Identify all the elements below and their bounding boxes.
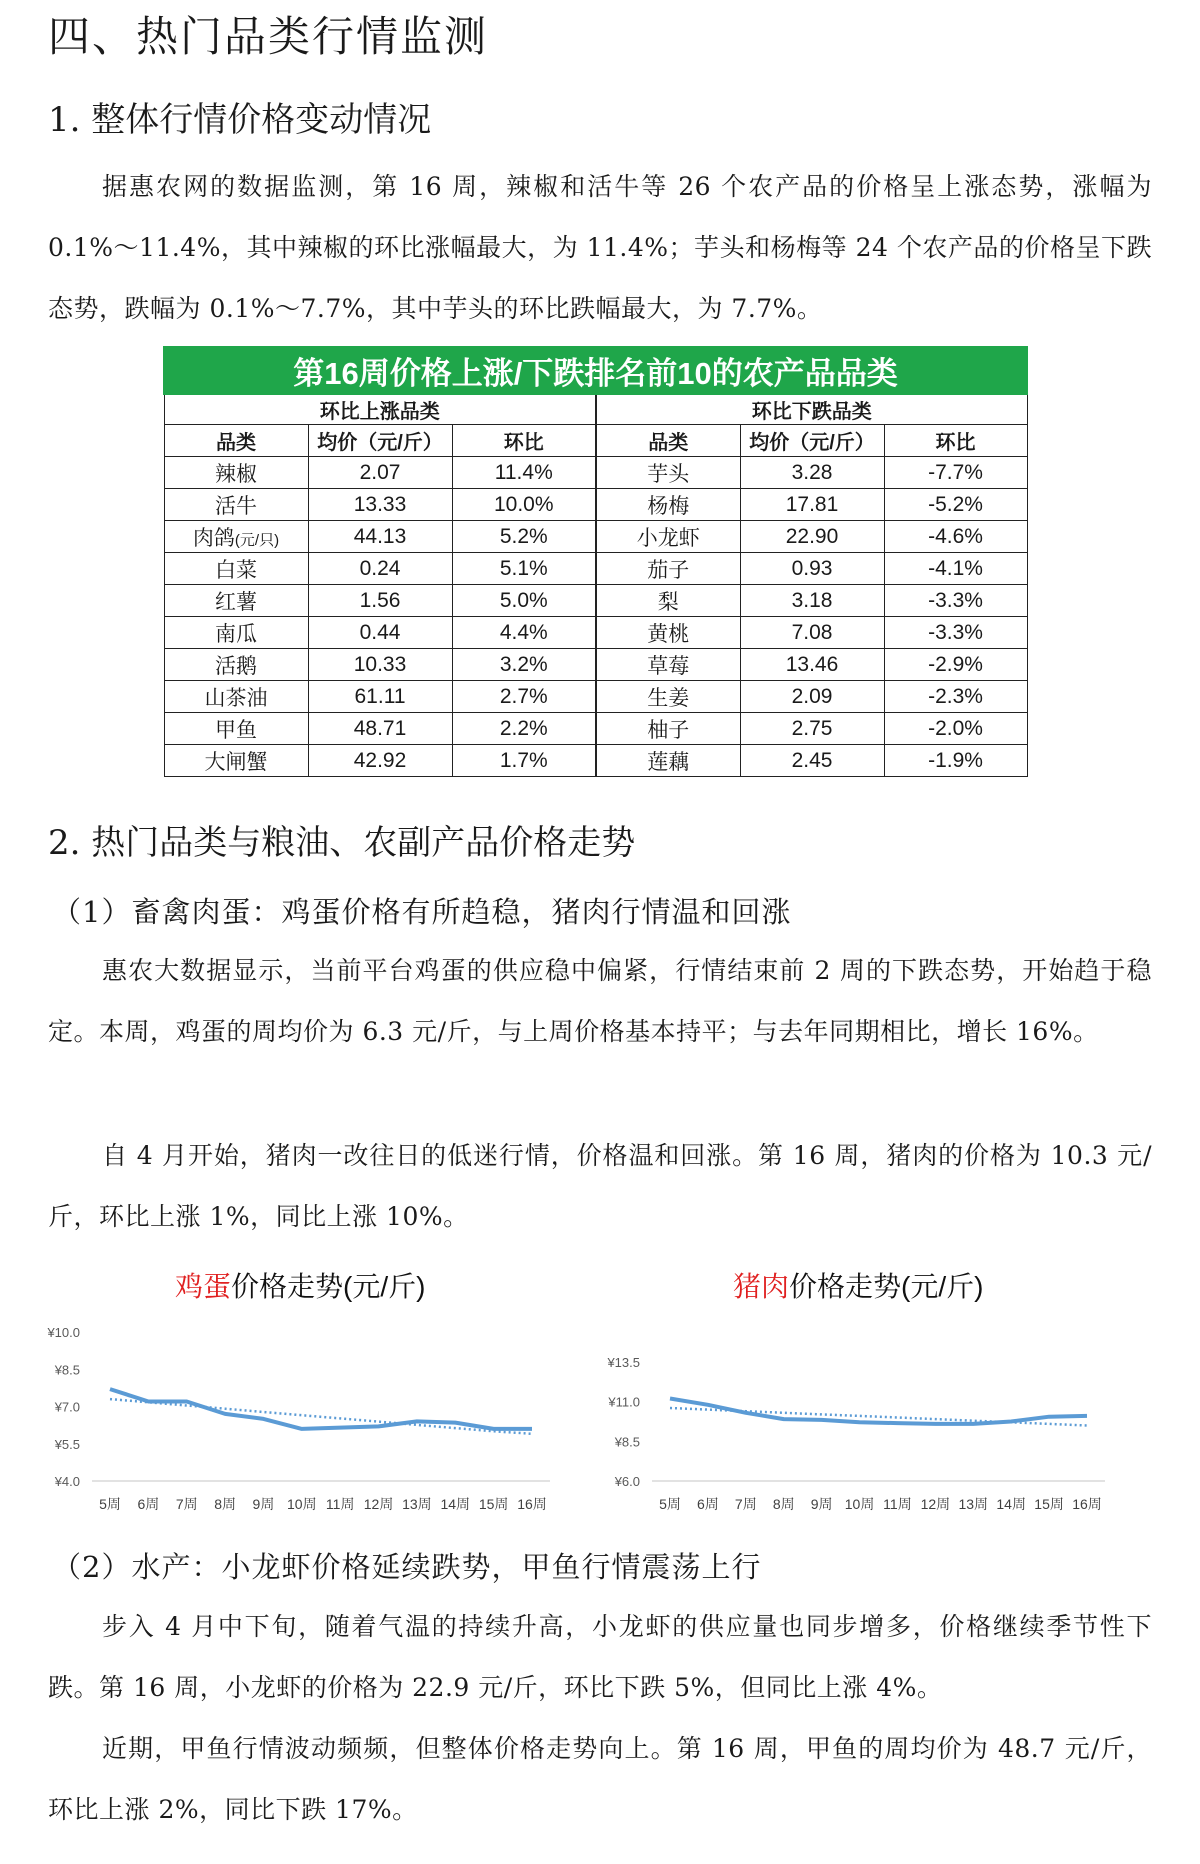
egg-chart-x-tick-label: 16周 <box>517 1496 547 1512</box>
up-price-cell: 1.56 <box>308 585 452 617</box>
up-price-cell: 48.71 <box>308 713 452 745</box>
egg-paragraph: 惠农大数据显示，当前平台鸡蛋的供应稳中偏紧，行情结束前 2 周的下跌态势，开始趋于稳定。本周，鸡蛋的周均价为 6.3 元/斤，与上周价格基本持平；与去年同期相比，增长 16%。 <box>48 956 1152 1046</box>
down-category-cell: 小龙虾 <box>596 521 740 553</box>
down-category-cell: 杨梅 <box>596 489 740 521</box>
down-change-cell: -1.9% <box>884 745 1027 777</box>
table-row <box>164 617 1027 649</box>
egg-chart-title-highlight: 鸡蛋 <box>175 1271 232 1302</box>
down-category-cell: 芋头 <box>596 457 740 489</box>
subsection-title-trends: 2. 热门品类与粮油、农副产品价格走势 <box>48 823 636 863</box>
pork-chart-x-tick-label: 9周 <box>810 1496 833 1512</box>
section-title: 四、热门品类行情监测 <box>48 12 489 61</box>
up-price-cell: 0.44 <box>308 617 452 649</box>
down-change-cell: -3.3% <box>884 585 1027 617</box>
down-category-cell: 草莓 <box>596 649 740 681</box>
down-price-cell: 7.08 <box>740 617 884 649</box>
up-group-header: 环比上涨品类 <box>164 394 596 425</box>
up-price-cell: 42.92 <box>308 745 452 777</box>
pork-chart-title-highlight: 猪肉 <box>733 1271 790 1302</box>
egg-chart-x-tick-label: 11周 <box>325 1496 355 1512</box>
pork-chart-x-tick-label: 11周 <box>883 1496 912 1512</box>
part2-title: （2）水产：小龙虾价格延续跌势，甲鱼行情震荡上行 <box>52 1550 762 1584</box>
egg-chart-x-tick-label: 7周 <box>175 1496 198 1512</box>
down-change-cell: -2.0% <box>884 713 1027 745</box>
egg-chart-y-tick-label: ¥10.0 <box>47 1325 80 1340</box>
table-row <box>164 585 1027 617</box>
up-change-cell: 5.0% <box>452 585 596 617</box>
pork-chart-x-tick-label: 6周 <box>697 1496 719 1512</box>
down-category-cell: 柚子 <box>596 713 740 745</box>
down-price-cell: 3.28 <box>740 457 884 489</box>
down-change-cell: -5.2% <box>884 489 1027 521</box>
table-row <box>164 681 1027 713</box>
pork-chart-y-tick-label: ¥11.0 <box>608 1394 640 1410</box>
col-header-category: 品类 <box>596 425 740 457</box>
up-category-cell: 活鹅 <box>164 649 308 681</box>
down-group-header: 环比下跌品类 <box>596 394 1027 425</box>
pork-chart-x-tick-label: 15周 <box>1034 1496 1064 1512</box>
part1-title: （1）畜禽肉蛋：鸡蛋价格有所趋稳，猪肉行情温和回涨 <box>52 895 792 929</box>
table-row <box>164 745 1027 777</box>
up-change-cell: 2.7% <box>452 681 596 713</box>
pork-chart-x-tick-label: 16周 <box>1072 1496 1102 1512</box>
egg-chart-x-tick-label: 10周 <box>287 1496 317 1512</box>
down-price-cell: 3.18 <box>740 585 884 617</box>
egg-chart-x-tick-label: 6周 <box>137 1496 160 1512</box>
pork-price-chart <box>600 1270 1120 1540</box>
down-category-cell: 茄子 <box>596 553 740 585</box>
table-row <box>164 521 1027 553</box>
egg-chart-x-tick-label: 8周 <box>214 1496 236 1512</box>
pork-chart-x-tick-label: 14周 <box>996 1496 1026 1512</box>
up-category-cell: 大闸蟹 <box>164 745 308 777</box>
up-category-cell: 白菜 <box>164 553 308 585</box>
col-header-change: 环比 <box>452 425 596 457</box>
col-header-category: 品类 <box>164 425 308 457</box>
pork-chart-price-line <box>670 1399 1087 1424</box>
subsection-title-overall: 1. 整体行情价格变动情况 <box>48 100 432 140</box>
egg-chart-y-tick-label: ¥4.0 <box>54 1474 80 1489</box>
egg-chart-title-rest: 价格走势(元/斤) <box>231 1271 426 1302</box>
up-category-cell: 南瓜 <box>164 617 308 649</box>
egg-chart-x-tick-label: 5周 <box>99 1496 121 1512</box>
pork-chart-x-tick-label: 5周 <box>659 1496 681 1512</box>
pork-chart-x-tick-label: 13周 <box>958 1496 989 1512</box>
up-category-cell: 活牛 <box>164 489 308 521</box>
up-change-cell: 2.2% <box>452 713 596 745</box>
pork-chart-y-tick-label: ¥8.5 <box>614 1434 640 1450</box>
egg-chart-x-tick-label: 13周 <box>402 1496 432 1512</box>
crayfish-paragraph: 步入 4 月中下旬，随着气温的持续升高，小龙虾的供应量也同步增多，价格继续季节性下跌。第 16 周，小龙虾的价格为 22.9 元/斤，环比下跌 5%，但同比上涨 4%。 <box>48 1612 1152 1702</box>
egg-chart-x-tick-label: 9周 <box>252 1496 275 1512</box>
egg-chart-x-tick-label: 15周 <box>478 1496 509 1512</box>
pork-chart-x-tick-label: 12周 <box>920 1496 951 1512</box>
pork-chart-y-tick-label: ¥6.0 <box>614 1474 640 1489</box>
up-price-cell: 61.11 <box>308 681 452 713</box>
egg-chart-y-tick-label: ¥8.5 <box>54 1362 80 1378</box>
table-title: 第16周价格上涨/下跌排名前10的农产品品类 <box>164 347 1027 394</box>
up-change-cell: 10.0% <box>452 489 596 521</box>
up-category-cell <box>164 521 308 553</box>
egg-chart-x-tick-label: 14周 <box>440 1496 471 1512</box>
turtle-paragraph: 近期，甲鱼行情波动频频，但整体价格走势向上。第 16 周，甲鱼的周均价为 48.7 元/斤，环比上涨 2%，同比下跌 17%。 <box>48 1734 1152 1824</box>
up-change-cell: 4.4% <box>452 617 596 649</box>
unit-note: (元/只) <box>234 531 280 549</box>
up-price-cell: 44.13 <box>308 521 452 553</box>
down-change-cell: -4.1% <box>884 553 1027 585</box>
up-category-cell: 山茶油 <box>164 681 308 713</box>
table-row <box>164 649 1027 681</box>
down-price-cell: 2.75 <box>740 713 884 745</box>
pork-chart-y-tick-label: ¥13.5 <box>607 1355 640 1370</box>
table-row <box>164 489 1027 521</box>
col-header-price: 均价（元/斤） <box>740 425 884 457</box>
up-category-cell: 红薯 <box>164 585 308 617</box>
pork-chart-x-tick-label: 8周 <box>772 1496 795 1512</box>
col-header-change: 环比 <box>884 425 1027 457</box>
col-header-price: 均价（元/斤） <box>308 425 452 457</box>
up-change-cell: 5.1% <box>452 553 596 585</box>
down-change-cell: -4.6% <box>884 521 1027 553</box>
down-price-cell: 0.93 <box>740 553 884 585</box>
down-price-cell: 22.90 <box>740 521 884 553</box>
up-price-cell: 0.24 <box>308 553 452 585</box>
down-price-cell: 13.46 <box>740 649 884 681</box>
overall-paragraph: 据惠农网的数据监测，第 16 周，辣椒和活牛等 26 个农产品的价格呈上涨态势，涨幅为 0.1%～11.4%，其中辣椒的环比涨幅最大，为 11.4%；芋头和杨梅等 24 个农产品的价格呈下跌态势，跌幅为 0.1%～7.7%，其中芋头的环比跌幅最大，为 7.7%。 <box>48 172 1152 323</box>
down-category-cell: 生姜 <box>596 681 740 713</box>
egg-chart-x-tick-label: 12周 <box>363 1496 394 1512</box>
up-change-cell: 5.2% <box>452 521 596 553</box>
down-category-cell: 莲藕 <box>596 745 740 777</box>
up-change-cell: 1.7% <box>452 745 596 777</box>
down-change-cell: -2.3% <box>884 681 1027 713</box>
egg-chart-price-line <box>110 1389 532 1429</box>
pork-chart-x-tick-label: 7周 <box>734 1496 757 1512</box>
egg-chart-y-tick-label: ¥5.5 <box>54 1436 80 1452</box>
down-price-cell: 17.81 <box>740 489 884 521</box>
down-change-cell: -7.7% <box>884 457 1027 489</box>
up-price-cell: 13.33 <box>308 489 452 521</box>
egg-price-chart <box>40 1270 560 1540</box>
up-category-name: 肉鸽 <box>192 526 235 550</box>
up-category-cell: 甲鱼 <box>164 713 308 745</box>
up-change-cell: 3.2% <box>452 649 596 681</box>
table-row <box>164 457 1027 489</box>
table-row <box>164 553 1027 585</box>
pork-chart-x-tick-label: 10周 <box>844 1496 875 1512</box>
up-price-cell: 2.07 <box>308 457 452 489</box>
price-ranking-table <box>163 346 1028 777</box>
down-price-cell: 2.45 <box>740 745 884 777</box>
egg-chart-y-tick-label: ¥7.0 <box>54 1399 80 1415</box>
down-change-cell: -3.3% <box>884 617 1027 649</box>
table-row <box>164 713 1027 745</box>
pork-paragraph: 自 4 月开始，猪肉一改往日的低迷行情，价格温和回涨。第 16 周，猪肉的价格为 10.3 元/斤，环比上涨 1%，同比上涨 10%。 <box>48 1141 1152 1231</box>
down-category-cell: 黄桃 <box>596 617 740 649</box>
up-change-cell: 11.4% <box>452 457 596 489</box>
down-price-cell: 2.09 <box>740 681 884 713</box>
down-change-cell: -2.9% <box>884 649 1027 681</box>
up-price-cell: 10.33 <box>308 649 452 681</box>
down-category-cell: 梨 <box>596 585 740 617</box>
pork-chart-title-rest: 价格走势(元/斤) <box>789 1271 984 1302</box>
up-category-cell: 辣椒 <box>164 457 308 489</box>
